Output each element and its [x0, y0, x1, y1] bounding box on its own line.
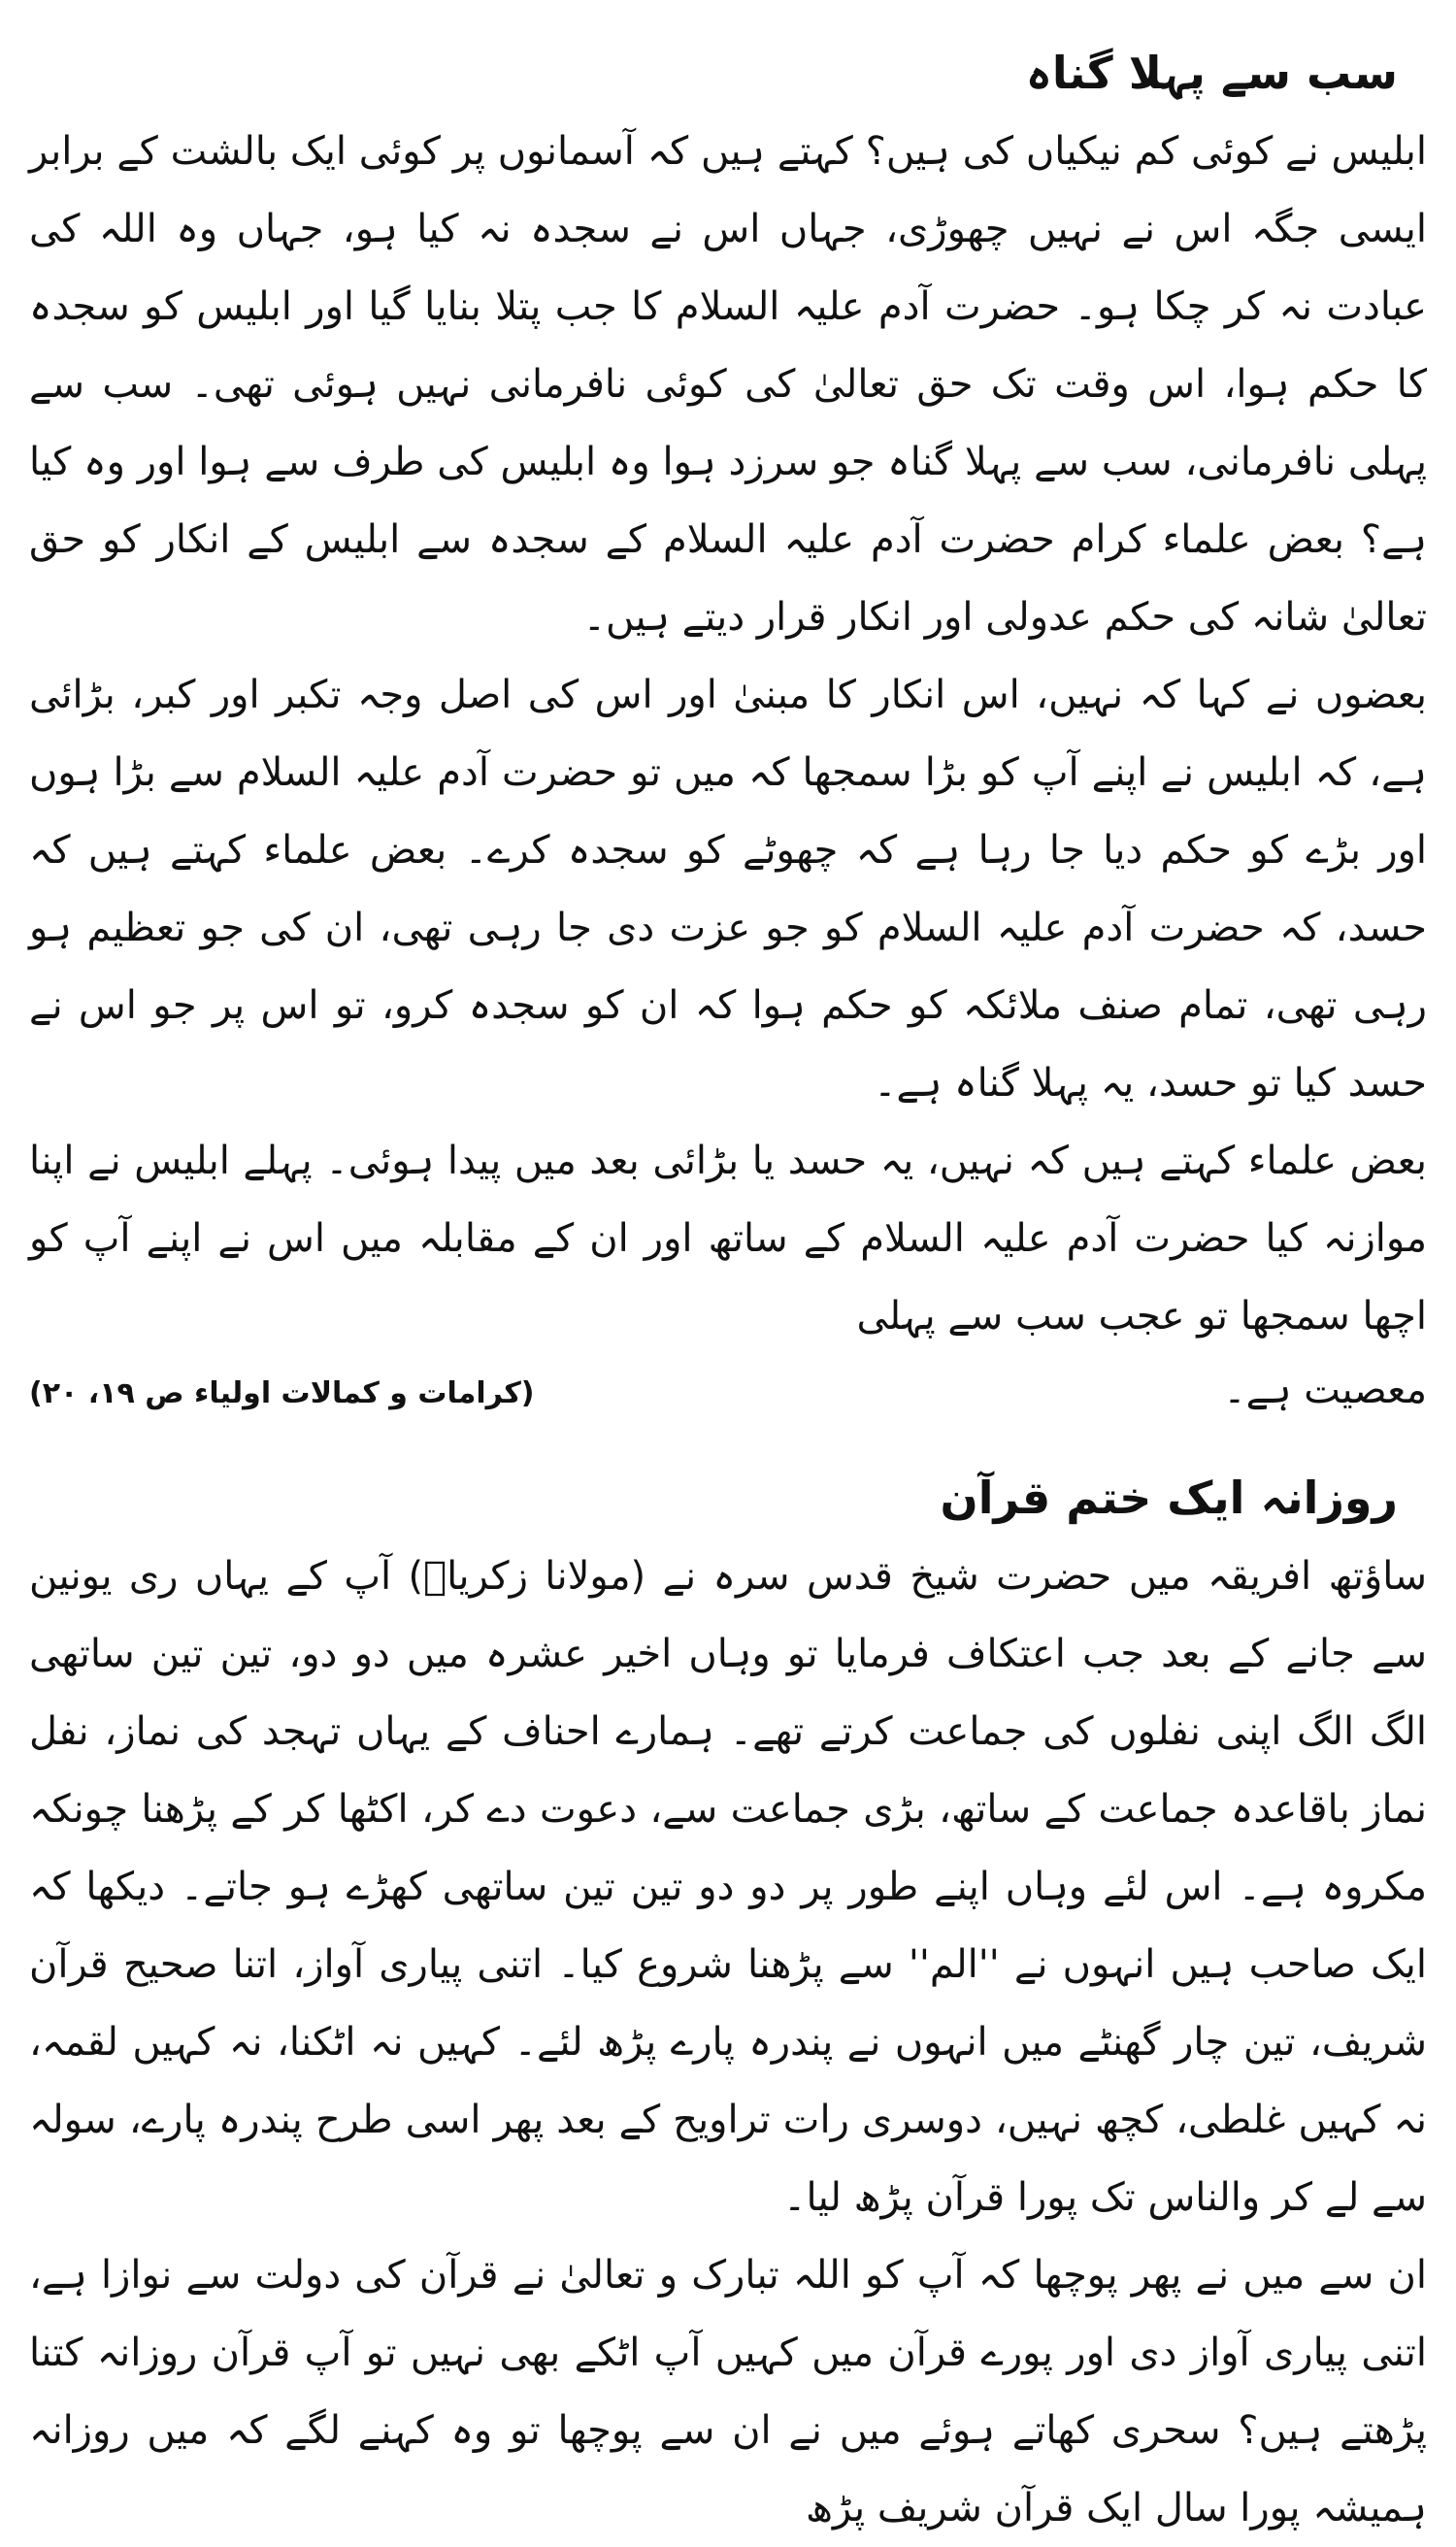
section-heading-daily-quran: روزانہ ایک ختم قرآن — [940, 1472, 1398, 1524]
closing-text: معصیت ہے۔ — [1223, 1368, 1427, 1412]
section-heading-first-sin: سب سے پہلا گناہ — [1025, 47, 1398, 99]
paragraph: ان سے میں نے پھر پوچھا کہ آپ کو اللہ تبارک و تعالیٰ نے قرآن کی دولت سے نوازا ہے، اتنی پیاری آواز دی اور پورے قرآن میں کہیں آپ اٹکے بھی نہیں تو آپ قرآن روزانہ کتنا پڑھتے ہیں؟ سحری کھاتے ہوئے میں نے ان سے پوچھا تو وہ کہنے لگے کہ میں روزانہ ہمیشہ پورا سال ایک قرآن شریف پڑھ — [29, 2253, 1427, 2530]
paragraph: بعضوں نے کہا کہ نہیں، اس انکار کا مبنیٰ اور اس کی اصل وجہ تکبر اور کبر، بڑائی ہے، کہ ابلیس نے اپنے آپ کو بڑا سمجھا کہ میں تو حضرت آدم علیہ السلام سے بڑا ہوں اور بڑے کو حکم دیا جا رہا ہے کہ چھوٹے کو سجدہ کرے۔ بعض علماء کہتے ہیں کہ حسد، کہ حضرت آدم علیہ السلام کو جو عزت دی جا رہی تھی، ان کی جو تعظیم ہو رہی تھی، تمام صنف ملائکہ کو حکم ہوا کہ ان کو سجدہ کرو، تو اس پر جو اس نے حسد کیا تو حسد، یہ پہلا گناہ ہے۔ — [29, 673, 1427, 1106]
citation-reference: (کرامات و کمالات اولیاء ص ۱۹، ۲۰) — [29, 1376, 535, 1410]
paragraph: ساؤتھ افریقہ میں حضرت شیخ قدس سرہ نے (مولانا زکریاؒ) آپ کے یہاں ری یونین سے جانے کے بعد جب اعتکاف فرمایا تو وہاں اخیر عشرہ میں دو دو، تین تین ساتھی الگ الگ اپنی نفلوں کی جماعت کرتے تھے۔ ہمارے احناف کے یہاں تہجد کی نماز، نفل نماز باقاعدہ جماعت کے ساتھ، بڑی جماعت سے، دعوت دے کر، اکٹھا کر کے پڑھنا چونکہ مکروہ ہے۔ اس لئے وہاں اپنے طور پر دو دو تین تین ساتھی کھڑے ہو جاتے۔ دیکھا کہ ایک صاحب ہیں انہوں نے ''الم'' سے پڑھنا شروع کیا۔ اتنی پیاری آواز، اتنا صحیح قرآن شریف، تین چار گھنٹے میں انہوں نے پندرہ پارے پڑھ لئے۔ کہیں نہ اٹکنا، نہ کہیں لقمہ، نہ کہیں غلطی، کچھ نہیں، دوسری رات تراویح کے بعد پھر اسی طرح پندرہ پارے، سولہ سے لے کر والناس تک پورا قرآن پڑھ لیا۔ — [29, 1554, 1427, 2220]
paragraph: ابلیس نے کوئی کم نیکیاں کی ہیں؟ کہتے ہیں کہ آسمانوں پر کوئی ایک بالشت کے برابر ایسی جگہ اس نے نہیں چھوڑی، جہاں اس نے سجدہ نہ کیا ہو، جہاں وہ اللہ کی عبادت نہ کر چکا ہو۔ حضرت آدم علیہ السلام کا جب پتلا بنایا گیا اور ابلیس کو سجدہ کا حکم ہوا، اس وقت تک حق تعالیٰ کی کوئی نافرمانی نہیں ہوئی تھی۔ سب سے پہلی نافرمانی، سب سے پہلا گناہ جو سرزد ہوا وہ ابلیس کی طرف سے ہوا اور وہ کیا ہے؟ بعض علماء کرام حضرت آدم علیہ السلام کے سجدہ سے ابلیس کے انکار کو حق تعالیٰ شانہ کی حکم عدولی اور انکار قرار دیتے ہیں۔ — [29, 129, 1427, 640]
document-page — [29, 39, 1427, 2530]
paragraph: بعض علماء کہتے ہیں کہ نہیں، یہ حسد یا بڑائی بعد میں پیدا ہوئی۔ پہلے ابلیس نے اپنا موازنہ کیا حضرت آدم علیہ السلام کے ساتھ اور ان کے مقابلہ میں اس نے اپنے آپ کو اچھا سمجھا تو عجب سب سے پہلی — [29, 1139, 1427, 1339]
closing-line — [29, 1355, 1427, 1429]
